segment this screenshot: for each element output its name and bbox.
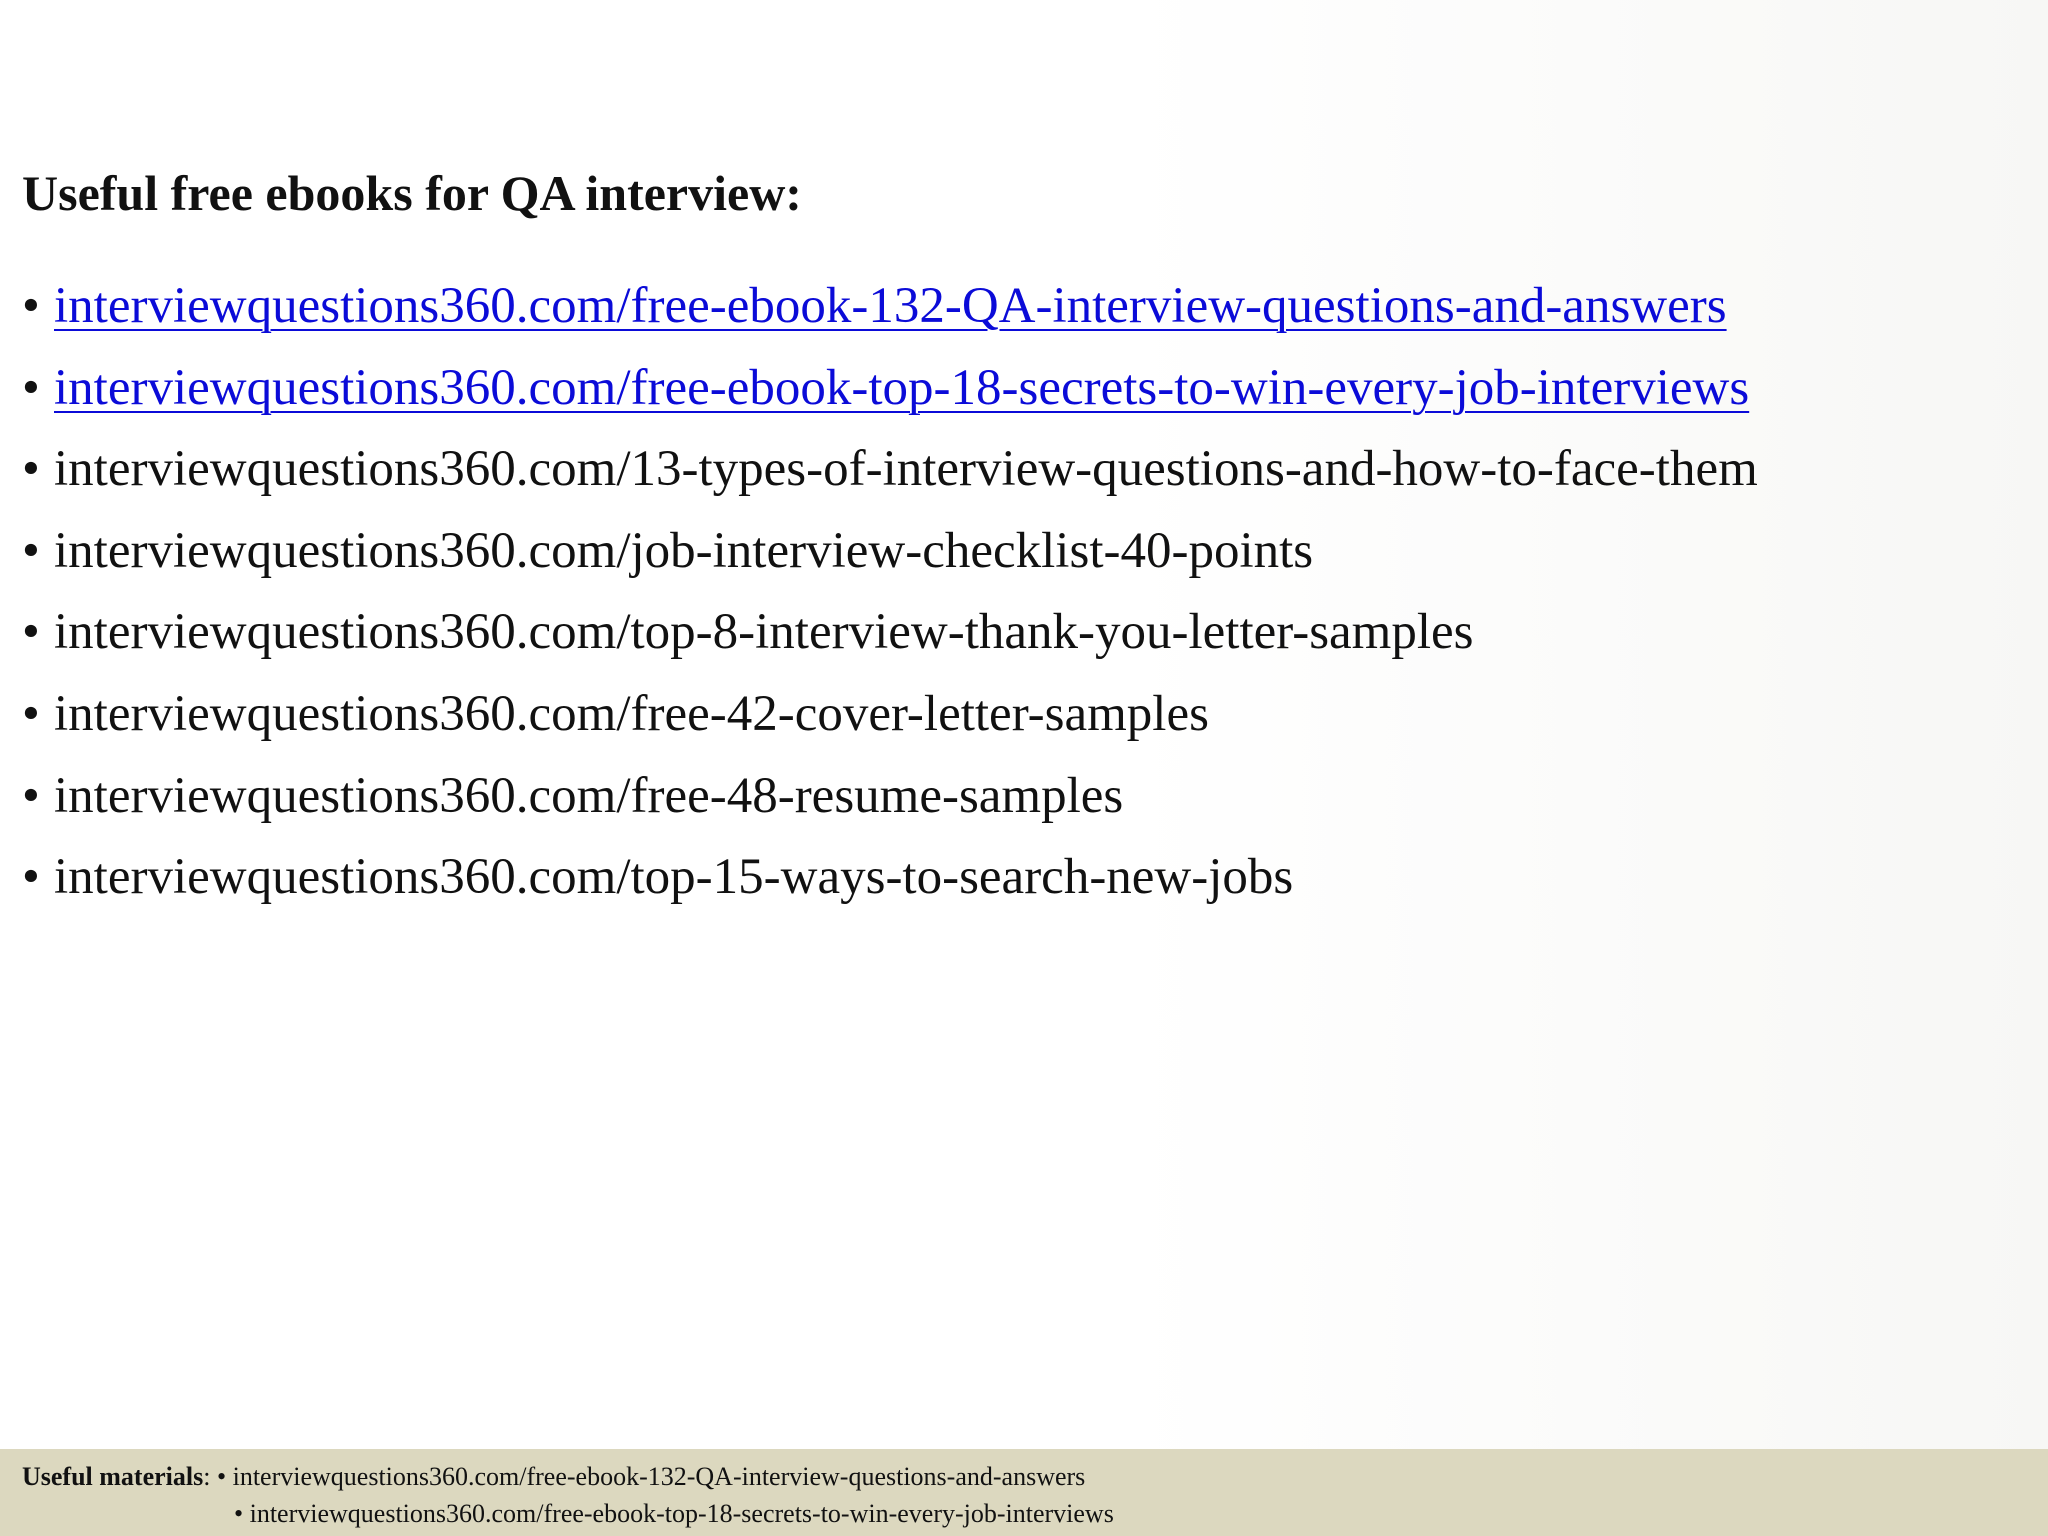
resource-text-resume-samples: interviewquestions360.com/free-48-resume-samples [54,767,1124,824]
bullet-icon: • [22,685,40,742]
list-item [22,429,1758,511]
bullet-icon: • [22,604,40,661]
list-item [22,674,1758,756]
bullet-icon: • [22,359,40,416]
resource-text-checklist: interviewquestions360.com/job-interview-checklist-40-points [54,522,1314,579]
bullet-icon: • [22,849,40,906]
resource-text-cover-letter: interviewquestions360.com/free-42-cover-letter-samples [54,685,1209,742]
footer-separator: : [203,1462,217,1491]
resource-text-search-jobs: interviewquestions360.com/top-15-ways-to-search-new-jobs [54,849,1294,906]
resource-text-13-types: interviewquestions360.com/13-types-of-interview-questions-and-how-to-face-them [54,441,1758,498]
list-item [22,837,1758,919]
bullet-icon: • [234,1499,244,1528]
bullet-icon: • [216,1462,227,1491]
list-item [22,348,1758,430]
resource-text-thank-you-letter: interviewquestions360.com/top-8-interview-thank-you-letter-samples [54,604,1474,661]
footer-row [234,1495,1114,1532]
footer-bar [0,1449,2048,1536]
ebook-link-qa-interview-questions[interactable]: interviewquestions360.com/free-ebook-132-QA-interview-questions-and-answers [54,278,1727,334]
footer-resource-text: interviewquestions360.com/free-ebook-132-QA-interview-questions-and-answers [232,1462,1086,1491]
slide-title: Useful free ebooks for QA interview: [22,165,802,221]
bullet-icon: • [22,767,40,824]
list-item [22,756,1758,838]
bullet-icon: • [22,522,40,579]
list-item [22,266,1758,348]
ebook-link-top-18-secrets[interactable]: interviewquestions360.com/free-ebook-top-18-secrets-to-win-every-job-interviews [54,359,1750,416]
ebook-link-list [22,266,1758,919]
footer-label: Useful materials [22,1462,204,1491]
bullet-icon: • [22,441,40,498]
list-item [22,592,1758,674]
footer-row [22,1458,1085,1495]
bullet-icon: • [22,278,40,334]
list-item [22,511,1758,593]
footer-resource-text: interviewquestions360.com/free-ebook-top-18-secrets-to-win-every-job-interviews [249,1499,1114,1528]
